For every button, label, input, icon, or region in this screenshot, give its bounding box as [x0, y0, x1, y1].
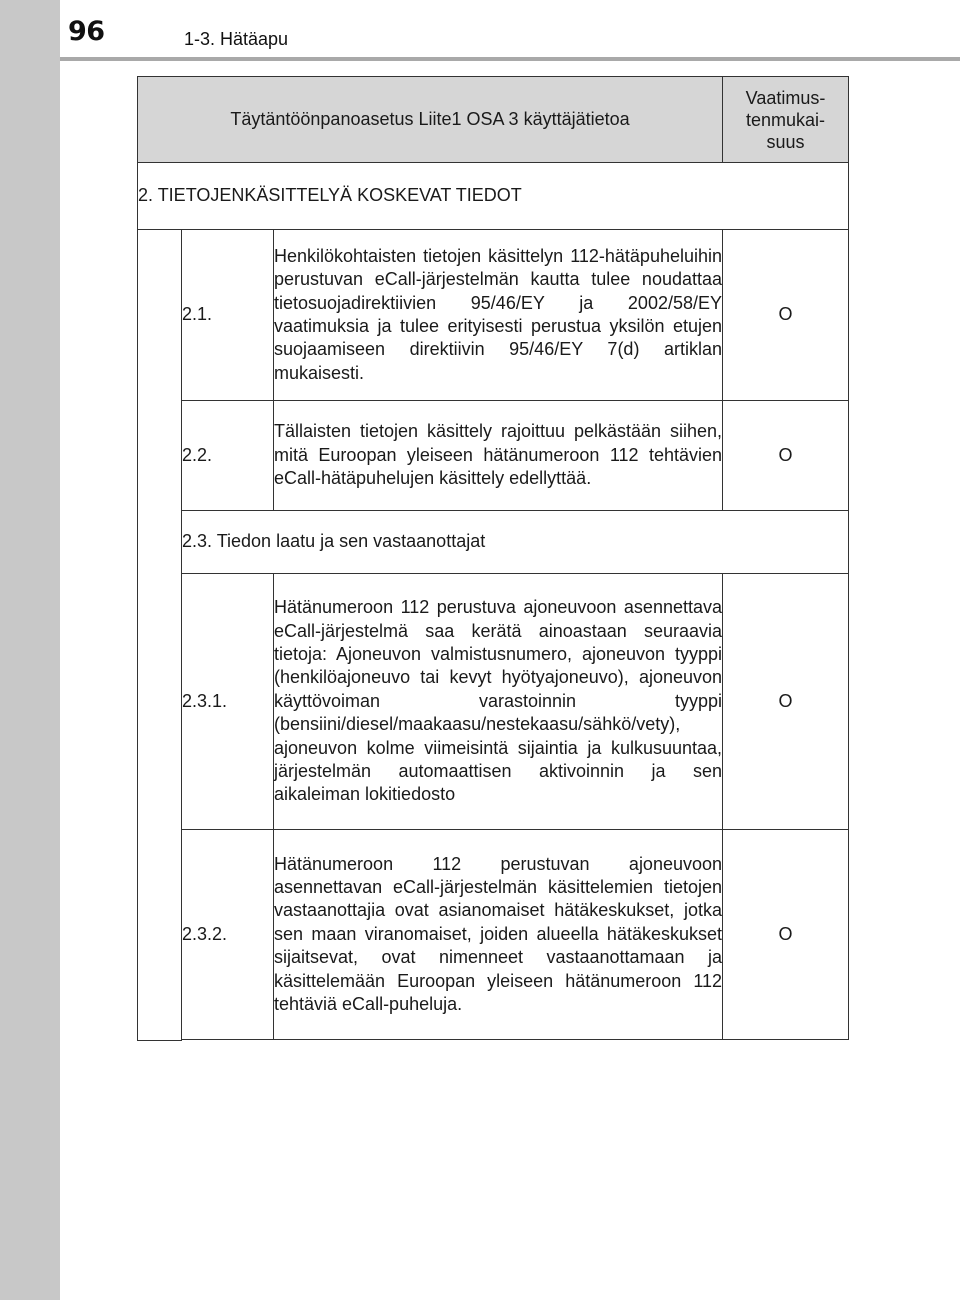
page-number: 96	[68, 16, 105, 47]
row-text: Tällaisten tietojen käsittely rajoittuu pelkästään siihen, mitä Euroopan yleiseen hätänumeroon 112 tehtävien eCall-hätäpuhelujen käsittely edellyttää.	[274, 401, 723, 511]
subsection-heading: 2.3. Tiedon laatu ja sen vastaanottajat	[182, 511, 849, 574]
table-row	[138, 574, 849, 830]
header-regulation: Täytäntöönpanoasetus Liite1 OSA 3 käyttäjätietoa	[138, 77, 723, 163]
header-compliance-line-1: Vaatimus-	[745, 87, 826, 108]
section-row	[138, 163, 849, 230]
row-result: O	[723, 574, 849, 830]
row-text: Hätänumeroon 112 perustuvan ajoneuvoon asennettavan eCall-järjestelmän käsittelemien tietojen vastaanottajia ovat asianomaiset hätäkeskukset, jotka sen maan viranomaiset, joiden alueella hätäkeskukset sijaitsevat, ovat nimenneet vastaanottamaan ja käsittelemään Euroopan yleiseen hätänumeroon 112 tehtäviä eCall-puheluja.	[274, 830, 723, 1040]
side-strip	[0, 0, 60, 1300]
table-row	[138, 230, 849, 401]
subsection-row	[138, 511, 849, 574]
row-text: Henkilökohtaisten tietojen käsittelyn 112-hätäpuheluihin perustuvan eCall-järjestelmän kautta tulee noudattaa tietosuojadirektiivien 95/46/EY ja 2002/58/EY vaatimuksia ja tulee erityisesti perustua yksilön etujen suojaamiseen direktiivin 95/46/EY 7(d) artiklan mukaisesti.	[274, 230, 723, 401]
table-row	[138, 830, 849, 1040]
header-compliance-line-2: tenmukai-	[746, 109, 826, 130]
header-compliance	[723, 77, 849, 163]
header-compliance-line-3: suus	[766, 131, 805, 152]
section-heading: 2. TIETOJENKÄSITTELYÄ KOSKEVAT TIEDOT	[138, 163, 849, 230]
row-text: Hätänumeroon 112 perustuva ajoneuvoon asennettava eCall-järjestelmä saa kerätä ainoastaan seuraavia tietoja: Ajoneuvon valmistusnumero, ajoneuvon tyyppi (henkilöajoneuvo tai kevyt hyötyajoneuvo), ajoneuvon käyttövoiman varastoinnin tyyppi (bensiini/diesel/maakaasu/nestekaasu/sähkö/vety), ajoneuvon kolme viimeisintä sijaintia ja kulkusuuntaa, järjestelmän automaattisen aktivoinnin ja sen aikaleiman lokitiedosto	[274, 574, 723, 830]
row-number: 2.1.	[182, 230, 274, 401]
row-number: 2.3.1.	[182, 574, 274, 830]
row-number: 2.2.	[182, 401, 274, 511]
section-title: 1-3. Hätäapu	[184, 29, 289, 49]
row-result: O	[723, 830, 849, 1040]
row-number: 2.3.2.	[182, 830, 274, 1040]
row-result: O	[723, 230, 849, 401]
header-rule	[60, 57, 960, 61]
indent-cell	[138, 230, 182, 1041]
spacer-row	[138, 1040, 849, 1041]
requirements-table	[137, 76, 849, 1041]
row-result: O	[723, 401, 849, 511]
table-row	[138, 401, 849, 511]
table-header-row	[138, 77, 849, 163]
